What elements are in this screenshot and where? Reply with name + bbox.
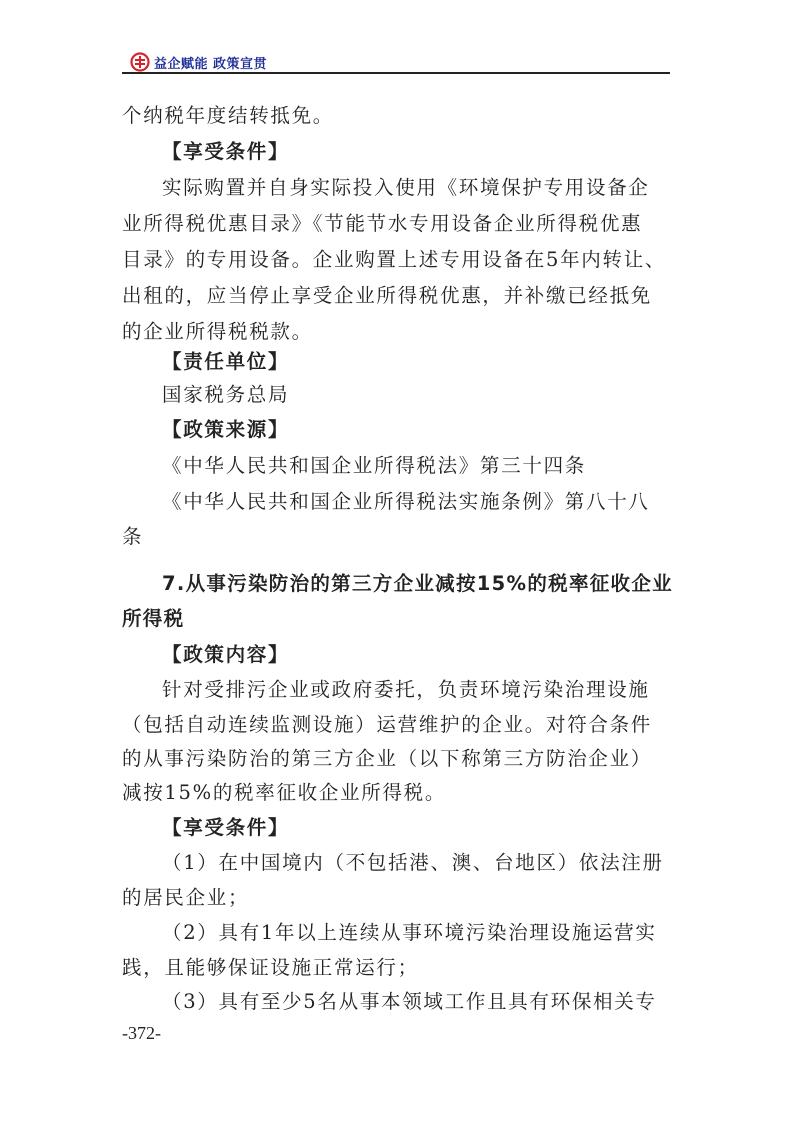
text-line: （2）具有1年以上连续从事环境污染治理设施运营实 (162, 921, 657, 944)
text-line: 出租的，应当停止享受企业所得税优惠，并补缴已经抵免 (122, 284, 653, 307)
text-line: 国家税务总局 (162, 383, 290, 406)
item-title: 所得税 (122, 607, 185, 630)
header-divider (122, 72, 670, 74)
section-heading-responsible: 【责任单位】 (162, 350, 290, 373)
text-line: 《中华人民共和国企业所得税法实施条例》第八十八 (162, 490, 650, 513)
page-number: -372- (122, 1023, 161, 1043)
text-line: 个纳税年度结转抵免。 (122, 104, 335, 127)
section-heading-conditions: 【享受条件】 (162, 816, 290, 839)
logo-icon (130, 52, 150, 72)
brand-title: 益企赋能 政策宣贯 (154, 57, 268, 72)
text-line: 条 (122, 525, 144, 548)
text-line: 《中华人民共和国企业所得税法》第三十四条 (162, 454, 587, 477)
text-line: 目录》的专用设备。企业购置上述专用设备在5年内转让、 (122, 248, 667, 271)
text-line: 实际购置并自身实际投入使用《环境保护专用设备企 (162, 176, 650, 199)
text-line: 的从事污染防治的第三方企业（以下称第三方防治企业） (122, 747, 653, 770)
text-line: （包括自动连续监测设施）运营维护的企业。对符合条件 (122, 713, 653, 736)
text-line: 业所得税优惠目录》《节能节水专用设备企业所得税优惠 (122, 212, 643, 235)
text-line: 的企业所得税税款。 (122, 320, 313, 343)
item-title: 7.从事污染防治的第三方企业减按15%的税率征收企业 (162, 572, 673, 595)
section-heading-conditions: 【享受条件】 (162, 140, 290, 163)
text-line: 减按15%的税率征收企业所得税。 (122, 781, 447, 804)
text-line: 践，且能够保证设施正常运行； (122, 956, 419, 979)
text-line: （1）在中国境内（不包括港、澳、台地区）依法注册 (162, 851, 664, 874)
page-header (122, 50, 670, 78)
text-line: 针对受排污企业或政府委托，负责环境污染治理设施 (162, 678, 650, 701)
section-heading-source: 【政策来源】 (162, 418, 290, 441)
text-line: （3）具有至少5名从事本领域工作且具有环保相关专 (162, 990, 657, 1013)
section-heading-content: 【政策内容】 (162, 643, 290, 666)
text-line: 的居民企业； (122, 886, 250, 909)
